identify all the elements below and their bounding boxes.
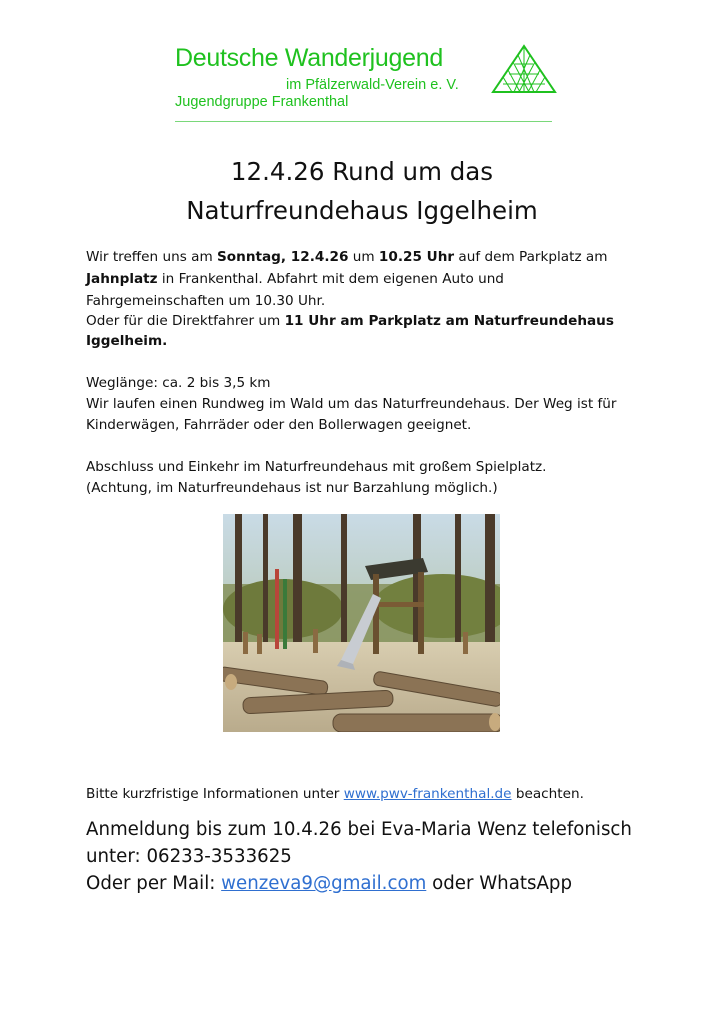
meeting-line-1: Wir treffen uns am Sonntag, 12.4.26 um 10.25 Uhr auf dem Parkplatz am: [86, 249, 608, 265]
info-line: Bitte kurzfristige Informationen unter www.pwv-frankenthal.de beachten.: [86, 786, 584, 802]
website-link[interactable]: www.pwv-frankenthal.de: [343, 786, 512, 802]
meeting-line-2: Jahnplatz in Frankenthal. Abfahrt mit dem eigenen Auto und: [86, 271, 504, 287]
letterhead-divider: [175, 121, 552, 122]
meeting-line-4: Oder für die Direktfahrer um 11 Uhr am Parkplatz am Naturfreundehaus: [86, 313, 614, 329]
email-link[interactable]: wenzeva9@gmail.com: [221, 873, 427, 894]
event-title-line-1: 12.4.26 Rund um das: [230, 157, 494, 186]
closing-line-1: Abschluss und Einkehr im Naturfreundehaus mit großem Spielplatz.: [86, 459, 547, 475]
group-name: Jugendgruppe Frankenthal: [175, 94, 349, 110]
event-title-line-2: Naturfreundehaus Iggelheim: [186, 196, 538, 225]
registration-line-1: Anmeldung bis zum 10.4.26 bei Eva-Maria Wenz telefonisch: [86, 819, 632, 840]
meeting-line-3: Fahrgemeinschaften um 10.30 Uhr.: [86, 293, 326, 309]
organization-subline: im Pfälzerwald-Verein e. V.: [286, 77, 459, 93]
meeting-line-5: Iggelheim.: [86, 333, 168, 349]
route-length: Weglänge: ca. 2 bis 3,5 km: [86, 375, 271, 391]
closing-line-2: (Achtung, im Naturfreundehaus ist nur Barzahlung möglich.): [86, 480, 498, 496]
route-description-1: Wir laufen einen Rundweg im Wald um das Naturfreundehaus. Der Weg ist für: [86, 396, 617, 412]
registration-line-2: unter: 06233-3533625: [86, 846, 292, 867]
organization-name: Deutsche Wanderjugend: [175, 44, 443, 72]
registration-line-3: Oder per Mail: wenzeva9@gmail.com oder WhatsApp: [86, 873, 572, 894]
route-description-2: Kinderwägen, Fahrräder oder den Bollerwagen geeignet.: [86, 417, 472, 433]
green-triangle-logo-icon: [491, 44, 557, 94]
playground-photo: [223, 514, 500, 732]
